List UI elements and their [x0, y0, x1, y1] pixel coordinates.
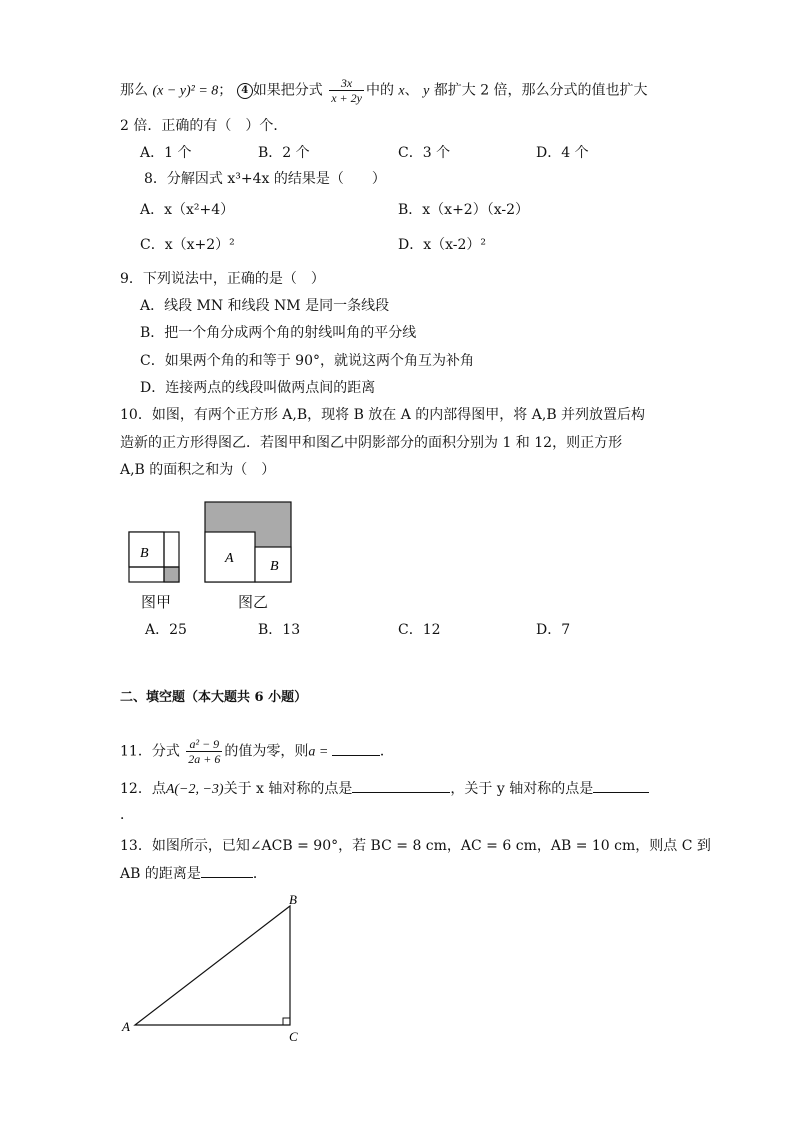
figure-yi	[205, 502, 291, 582]
q11-frac-den: 2a + 6	[188, 752, 221, 766]
q10-option-c: C．12	[398, 622, 441, 638]
q10-option-a: A．25	[145, 622, 187, 638]
item-4-marker: 4	[237, 83, 253, 99]
section-title: 二、填空题（本大题共 6 小题）	[120, 690, 308, 705]
triangle-figure	[115, 888, 315, 1048]
q7-option-b: B．2 个	[258, 145, 310, 161]
q12-prefix: 12．点	[120, 781, 166, 797]
q12-sep: ，关于 y 轴对称的点是	[450, 781, 594, 797]
yi-label-b: B	[270, 559, 279, 574]
q10-figures	[120, 495, 320, 590]
q7-line1	[120, 76, 648, 105]
q11-end: ．	[379, 743, 394, 760]
q10-line1: 10．如图，有两个正方形 A,B，现将 B 放在 A 的内部得图甲，将 A,B 并列放置后构	[120, 407, 646, 423]
q12-blank-y-axis[interactable]	[593, 778, 649, 793]
q7-option-a: A．1 个	[140, 145, 192, 161]
q9-option-a: A．线段 MN 和线段 NM 是同一条线段	[140, 298, 390, 314]
q7-frac-num: 3x	[329, 76, 364, 91]
q7-fraction	[329, 76, 364, 105]
q8-option-c: C．x（x+2）²	[140, 237, 235, 253]
q7-var-y: y	[423, 83, 430, 99]
q9-option-b: B．把一个角分成两个角的射线叫角的平分线	[140, 325, 417, 341]
q10-line2: 造新的正方形得图乙．若图甲和图乙中阴影部分的面积分别为 1 和 12，则正方形	[120, 435, 623, 451]
q11-line	[120, 737, 394, 766]
q7-var-x: x	[398, 83, 405, 99]
q10-option-b: B．13	[258, 622, 301, 638]
q7-text: 如果把分式	[252, 82, 323, 99]
q7-dun: 、	[404, 82, 419, 99]
figure-jia	[129, 532, 179, 582]
q10-line3: A,B 的面积之和为（ ）	[120, 462, 276, 478]
q11-prefix: 11．分式	[120, 743, 180, 760]
q7-option-c: C．3 个	[398, 145, 451, 161]
yi-label-a: A	[225, 551, 234, 566]
q13-end: ．	[252, 866, 267, 882]
q7-frac-den: x + 2y	[331, 91, 362, 105]
q12-end: ．	[120, 807, 134, 823]
right-angle-marker	[283, 1018, 290, 1025]
q7-prefix: 那么	[120, 82, 148, 99]
q7-end: 都扩大 2 倍，那么分式的值也扩大	[433, 82, 648, 99]
q9-stem: 9．下列说法中，正确的是（ ）	[120, 271, 325, 287]
triangle-abc	[135, 906, 290, 1025]
q13-answer-blank[interactable]	[201, 863, 253, 878]
q9-option-d: D．连接两点的线段叫做两点间的距离	[140, 380, 376, 396]
q13-line2	[120, 863, 267, 884]
q8-option-d: D．x（x-2）²	[398, 237, 487, 253]
vertex-label-a: A	[122, 1019, 130, 1034]
q11-eq: =	[315, 744, 332, 760]
q11-var: a	[308, 744, 316, 760]
q11-fraction	[186, 737, 222, 766]
q8-option-a: A．x（x²+4）	[140, 202, 235, 218]
q12-blank-x-axis[interactable]	[352, 778, 450, 793]
caption-jia: 图甲	[141, 593, 172, 611]
q7-mid: 中的	[365, 82, 394, 99]
q10-option-d: D．7	[536, 622, 571, 638]
q12-mid: 关于 x 轴对称的点是	[223, 781, 353, 797]
vertex-label-b: B	[289, 892, 297, 907]
q8-option-b: B．x（x+2）（x-2）	[398, 202, 530, 218]
q13-prefix: AB 的距离是	[120, 866, 201, 882]
q7-line2: 2 倍．正确的有（ ）个．	[120, 118, 288, 134]
q12-point: A(−2, −3)	[165, 782, 224, 797]
caption-yi: 图乙	[238, 593, 269, 611]
jia-label-b: B	[140, 546, 149, 561]
vertex-label-c: C	[289, 1029, 298, 1044]
q8-stem: 8．分解因式 x³+4x 的结果是（ ）	[144, 171, 386, 187]
q11-frac-num: a² − 9	[186, 737, 222, 752]
q7-option-d: D．4 个	[536, 145, 589, 161]
q7-sep: ；	[218, 82, 233, 99]
q9-option-c: C．如果两个角的和等于 90°，就说这两个角互为补角	[140, 353, 474, 369]
q7-expr: (x − y)² = 8	[152, 83, 219, 99]
q11-mid: 的值为零，则	[224, 743, 309, 760]
shaded-corner	[164, 567, 179, 582]
q12-line	[120, 778, 649, 800]
q11-answer-blank[interactable]	[332, 741, 380, 756]
q13-line1: 13．如图所示，已知∠ACB = 90°，若 BC = 8 cm，AC = 6 cm，AB = 10 cm，则点 C 到	[120, 838, 711, 854]
